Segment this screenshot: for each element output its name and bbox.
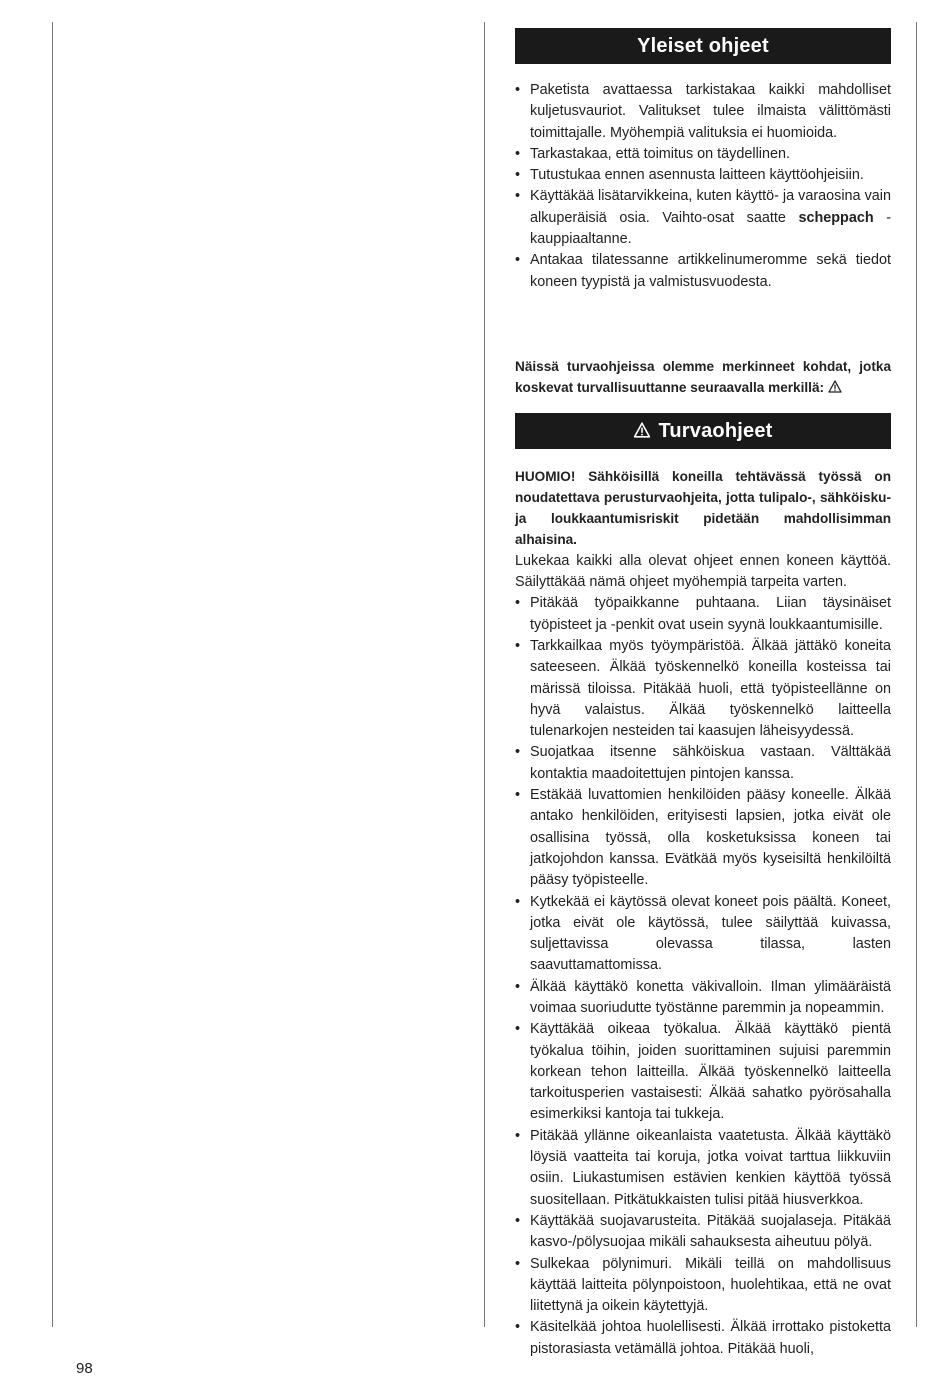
list-item: • Pitäkää työpaikkanne puhtaana. Liian täysinäiset työpisteet ja -penkit ovat usein syynä loukkaantumisille. [515, 593, 891, 636]
safety-warning: HUOMIO! Sähköisillä koneilla tehtävässä työssä on noudatettava perusturvaohjeita, jotta tulipalo-, sähköisku- ja loukkaantumisriskit pidetään mahdollisimman alhaisina. [515, 468, 891, 548]
safety-intro: Lukekaa kaikki alla olevat ohjeet ennen koneen käyttöä. Säilyttäkää nämä ohjeet myöhempiä tarpeita varten. [515, 552, 891, 591]
brand-name: scheppach [798, 209, 874, 226]
warning-triangle-icon [828, 380, 842, 393]
general-instructions-heading: Yleiset ohjeet [515, 28, 891, 64]
safety-instructions-list [515, 593, 891, 1360]
list-item: • Tarkastakaa, että toimitus on täydellinen. [515, 144, 891, 165]
list-item: • Älkää käyttäkö konetta väkivalloin. Ilman ylimääräistä voimaa suoriudutte työstänne paremmin ja nopeammin. [515, 977, 891, 1020]
right-column [515, 28, 891, 1360]
list-item: • Tarkkailkaa myös työympäristöä. Älkää jättäkö koneita sateeseen. Älkää työskennelkö koneilla kosteissa tai märissä tiloissa. Pitäkää huoli, että työpisteellänne on hyvä valaistus. Älkää työskennelkö laitteella tulenarkojen nesteiden tai kaasujen läheisyydessä. [515, 636, 891, 742]
list-item: • Antakaa tilatessanne artikkelinumeromme sekä tiedot koneen tyypistä ja valmistusvuodesta. [515, 250, 891, 293]
list-item: • Estäkää luvattomien henkilöiden pääsy koneelle. Älkää antako henkilöiden, erityisesti lapsien, jotka eivät ole osallisina työssä, olla kosketuksissa koneen tai jatkojohdon kanssa. Evätkää myös kyseisiltä henkilöiltä pääsy työpisteelle. [515, 785, 891, 891]
symbol-note [515, 356, 891, 399]
safety-heading-text: Turvaohjeet [658, 419, 773, 442]
symbol-note-text: Näissä turvaohjeissa olemme merkinneet kohdat, jotka koskevat turvallisuuttanne seuraavalla merkillä: [515, 358, 891, 396]
list-item: • Suojatkaa itsenne sähköiskua vastaan. Välttäkää kontaktia maadoitettujen pintojen kanssa. [515, 742, 891, 785]
list-item: • Kytkekää ei käytössä olevat koneet pois päältä. Koneet, jotka eivät ole käytössä, tulee säilyttää kuivassa, suljettavissa olevassa tilassa, lasten saavuttamattomissa. [515, 892, 891, 977]
list-item: • Pitäkää yllänne oikeanlaista vaatetusta. Älkää käyttäkö löysiä vaatteita tai koruja, jotka voivat tarttua liikkuviin osiin. Liukastumisen estävien kenkien käyttöä työssä suositellaan. Pitkätukkaisten tulisi pitää hiusverkkoa. [515, 1126, 891, 1211]
list-item: • Käsitelkää johtoa huolellisesti. Älkää irrottako pistoketta pistorasiasta vetämällä johtoa. Pitäkää huoli, [515, 1317, 891, 1360]
list-item [515, 186, 891, 250]
list-item: • Käyttäkää suojavarusteita. Pitäkää suojalaseja. Pitäkää kasvo-/pölysuojaa mikäli sahauksesta aiheutuu pölyä. [515, 1211, 891, 1254]
warning-triangle-icon [633, 422, 651, 438]
list-item: • Käyttäkää oikeaa työkalua. Älkää käyttäkö pientä työkalua töihin, joiden suorittaminen sujuisi paremmin korkean tehon laitteilla. Älkää työskennelkö laitteella tarkoitusperien vastaisesti: Älkää sahatko pyörösahalla esimerkiksi kantoja tai tukkeja. [515, 1019, 891, 1125]
page-number: 98 [76, 1360, 93, 1377]
general-instructions-list [515, 80, 891, 293]
safety-instructions-heading [515, 413, 891, 449]
left-border-line [52, 22, 53, 1327]
list-item-text: -kauppiaaltanne. [530, 209, 891, 248]
list-item: • Sulkekaa pölynimuri. Mikäli teillä on mahdollisuus käyttää laitteita pölynpoistoon, huolehtikaa, että ne ovat liitettynä ja oikein käytettyjä. [515, 1254, 891, 1318]
list-item-text: Käyttäkää lisätarvikkeina, kuten käyttö- ja varaosina vain alkuperäisiä osia. Vaihto-osat saatte [530, 188, 891, 226]
list-item: • Paketista avattaessa tarkistakaa kaikki mahdolliset kuljetusvauriot. Valitukset tulee ilmaista välittömästi toimittajalle. Myöhempiä valituksia ei huomioida. [515, 80, 891, 144]
list-item: • Tutustukaa ennen asennusta laitteen käyttöohjeisiin. [515, 165, 891, 186]
right-border-line [916, 22, 917, 1327]
center-border-line [484, 22, 485, 1327]
